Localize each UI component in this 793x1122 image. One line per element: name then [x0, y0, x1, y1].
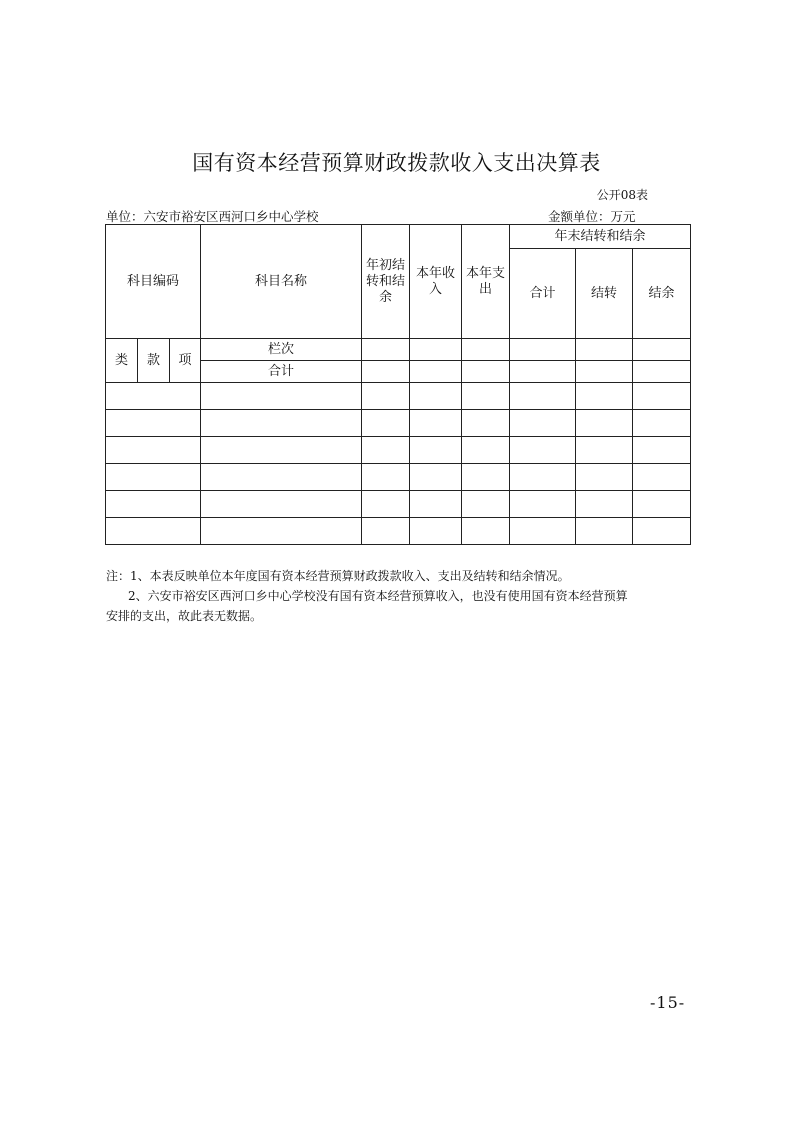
budget-table	[105, 224, 691, 545]
table-cell	[106, 410, 201, 437]
table-row	[106, 518, 691, 545]
header-section: 款	[138, 339, 170, 383]
table-cell	[106, 464, 201, 491]
table-cell	[510, 464, 576, 491]
table-cell	[362, 383, 410, 410]
table-cell	[633, 518, 691, 545]
table-cell	[410, 410, 462, 437]
column-order-row	[106, 339, 691, 361]
table-cell	[362, 518, 410, 545]
form-number: 公开08表	[596, 188, 648, 202]
amount-unit-label: 金额单位：万元	[548, 209, 636, 224]
table-cell	[576, 410, 633, 437]
table-cell	[410, 339, 462, 361]
header-row-1	[106, 225, 691, 249]
table-cell	[362, 491, 410, 518]
table-cell	[201, 518, 362, 545]
table-cell	[633, 491, 691, 518]
table-row	[106, 491, 691, 518]
header-class: 类	[106, 339, 138, 383]
unit-label: 单位：六安市裕安区西河口乡中心学校	[106, 209, 319, 224]
table-row	[106, 383, 691, 410]
table-cell	[410, 464, 462, 491]
table-cell	[462, 339, 510, 361]
table-cell	[201, 383, 362, 410]
table-cell	[362, 410, 410, 437]
table-cell	[510, 437, 576, 464]
table-cell	[633, 410, 691, 437]
table-cell	[462, 491, 510, 518]
table-row	[106, 464, 691, 491]
table-cell	[106, 491, 201, 518]
table-cell	[510, 410, 576, 437]
header-current-expense: 本年支出	[462, 225, 510, 339]
table-cell	[576, 383, 633, 410]
note-line-3: 安排的支出，故此表无数据。	[106, 609, 263, 623]
table-cell	[633, 437, 691, 464]
table-cell	[410, 491, 462, 518]
table-cell	[462, 464, 510, 491]
table-cell	[510, 518, 576, 545]
total-label: 合计	[201, 361, 362, 383]
table-cell	[462, 518, 510, 545]
table-cell	[410, 361, 462, 383]
table-cell	[362, 361, 410, 383]
table-cell	[576, 437, 633, 464]
table-cell	[201, 464, 362, 491]
table-cell	[106, 518, 201, 545]
note-line-1: 注：1、本表反映单位本年度国有资本经营预算财政拨款收入、支出及结转和结余情况。	[106, 569, 570, 583]
table-cell	[106, 437, 201, 464]
note-line-2: 2、六安市裕安区西河口乡中心学校没有国有资本经营预算收入，也没有使用国有资本经营预算	[128, 589, 628, 603]
table-cell	[362, 464, 410, 491]
page-title: 国有资本经营预算财政拨款收入支出决算表	[192, 151, 601, 175]
header-year-end-surplus: 结余	[633, 249, 691, 339]
page-number: -15-	[650, 993, 686, 1012]
table-cell	[510, 383, 576, 410]
table-cell	[576, 361, 633, 383]
table-cell	[462, 361, 510, 383]
header-item: 项	[170, 339, 201, 383]
table-cell	[576, 464, 633, 491]
table-cell	[510, 361, 576, 383]
table-cell	[410, 383, 462, 410]
table-row	[106, 410, 691, 437]
table-cell	[362, 339, 410, 361]
table-cell	[576, 518, 633, 545]
table-cell	[106, 383, 201, 410]
table-cell	[633, 361, 691, 383]
table-cell	[410, 437, 462, 464]
table-cell	[576, 339, 633, 361]
table-cell	[462, 410, 510, 437]
table-cell	[201, 437, 362, 464]
table-row	[106, 437, 691, 464]
table-cell	[201, 491, 362, 518]
table-cell	[201, 410, 362, 437]
header-year-end-group: 年末结转和结余	[510, 225, 691, 249]
header-year-end-carryover: 结转	[576, 249, 633, 339]
table-cell	[633, 464, 691, 491]
header-year-end-total: 合计	[510, 249, 576, 339]
table-cell	[510, 339, 576, 361]
table-cell	[510, 491, 576, 518]
column-order-label: 栏次	[201, 339, 362, 361]
header-subject-name: 科目名称	[201, 225, 362, 339]
header-opening-balance: 年初结转和结余	[362, 225, 410, 339]
header-current-income: 本年收入	[410, 225, 462, 339]
header-subject-code: 科目编码	[106, 225, 201, 339]
table-cell	[410, 518, 462, 545]
table-cell	[576, 491, 633, 518]
table-cell	[362, 437, 410, 464]
table-cell	[633, 339, 691, 361]
table-cell	[462, 437, 510, 464]
table-cell	[462, 383, 510, 410]
table-cell	[633, 383, 691, 410]
